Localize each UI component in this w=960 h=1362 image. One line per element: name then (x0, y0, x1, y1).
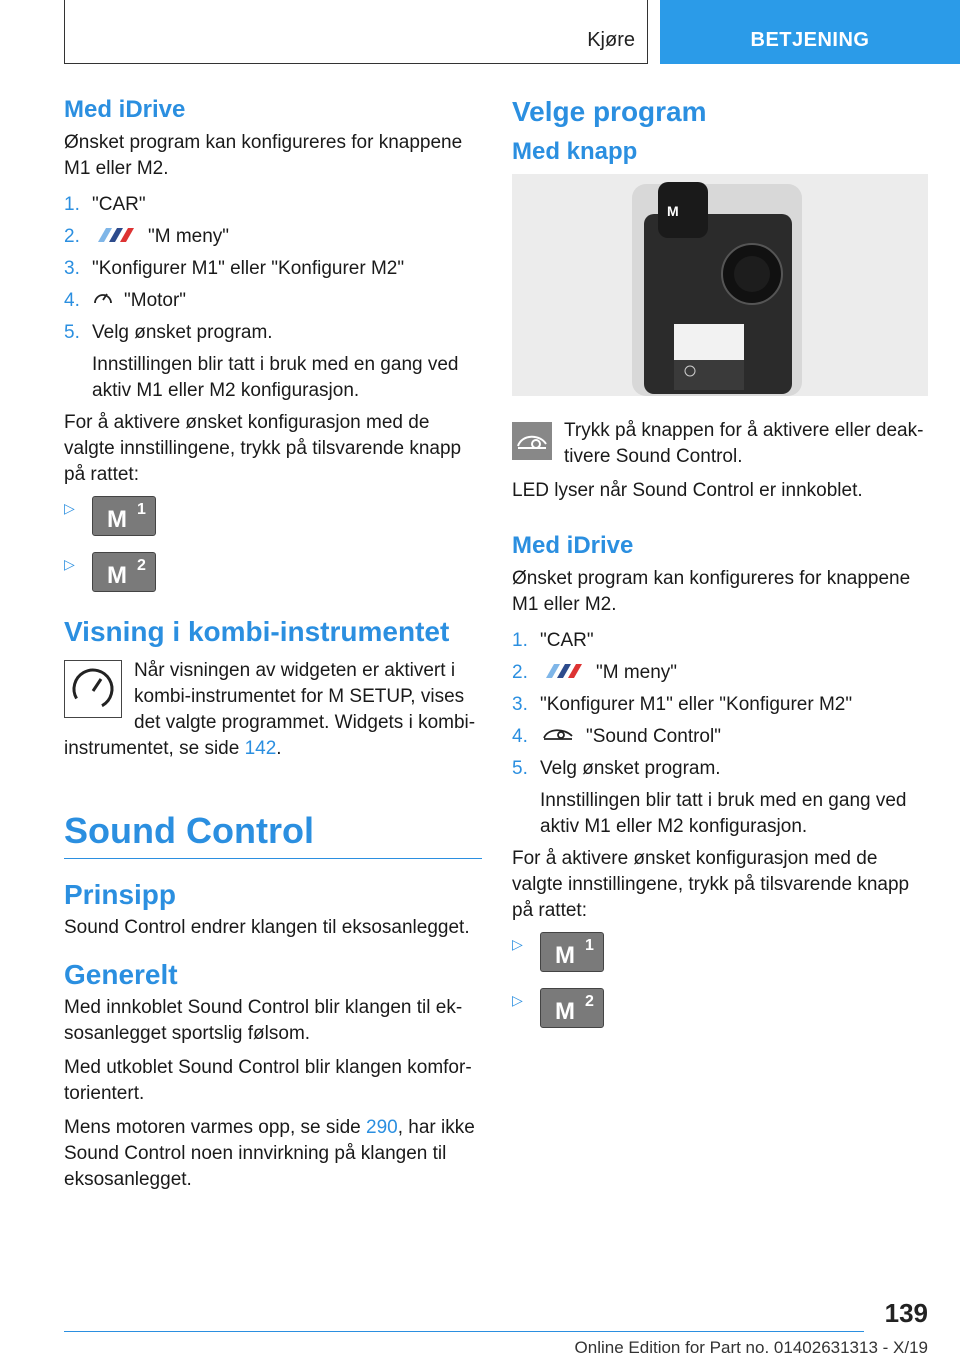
svg-text:2: 2 (585, 993, 594, 1011)
list-item: 3. "Konfigurer M1" eller "Konfigurer M2" (64, 258, 405, 280)
page-link-290[interactable]: 290 (366, 1117, 398, 1139)
svg-text:M: M (555, 942, 575, 970)
header-chapter-tab (660, 0, 960, 64)
kombi-text: Når visningen av widgeten er aktivert i kombi-instrumentet for M SETUP, vises det valgte programmet. Widgets i kombi-instrumentet, se side 142. (64, 660, 476, 760)
list-item: 5. Velg ønsket program. Innstillingen blir tatt i bruk med en gang ved aktiv M1 eller M2 konfigurasjon. (64, 322, 459, 402)
right-idrive-steps (512, 628, 928, 840)
page-number: 139 (884, 1298, 928, 1328)
prinsipp-text: Sound Control endrer klangen til eksosanlegget. (64, 917, 470, 939)
m2-button-icon (92, 552, 156, 592)
console-photo (512, 174, 928, 396)
m-stripes-icon (92, 224, 138, 250)
m1-bullet: ▷ M 1 (64, 496, 482, 552)
right-idrive-intro: Ønsket program kan konfigureres for knappene M1 eller M2. (512, 568, 911, 615)
svg-text:M: M (667, 203, 679, 219)
svg-text:1: 1 (585, 937, 594, 955)
svg-text:M: M (107, 506, 127, 534)
kombi-heading: Visning i kombi-instrumentet (64, 616, 450, 648)
list-item: 3. "Konfigurer M1" eller "Konfigurer M2" (512, 694, 853, 716)
header-section-tab (64, 0, 648, 64)
speedometer-icon (64, 660, 122, 718)
footer-divider (64, 1331, 864, 1332)
left-column (64, 96, 482, 1201)
page-link-142[interactable]: 142 (244, 738, 277, 760)
svg-text:2: 2 (137, 557, 146, 575)
svg-text:M: M (107, 562, 127, 590)
right-idrive-heading: Med iDrive (512, 532, 634, 559)
m1-button-icon (92, 496, 156, 536)
list-item: 2. "M meny" (64, 224, 482, 250)
idrive-heading: Med iDrive (64, 96, 186, 123)
prinsipp-heading: Prinsipp (64, 879, 177, 911)
header-section-label: Kjøre (587, 29, 635, 51)
velge-program-heading: Velge program (512, 96, 707, 127)
m1-bullet: ▷ M 1 (512, 932, 928, 988)
knapp-text: Trykk på knappen for å aktivere eller deaktivere Sound Control. (564, 420, 924, 467)
m2-button-icon (540, 988, 604, 1028)
led-text: LED lyser når Sound Control er innkoblet. (512, 480, 863, 501)
svg-text:1: 1 (137, 501, 146, 519)
list-item: 1. "CAR" (64, 194, 146, 215)
sound-control-icon (540, 724, 576, 750)
m2-bullet: ▷ M 2 (512, 988, 928, 1044)
generelt-p3: Mens motoren varmes opp, se side 290, har ikke Sound Control noen innvirkning på klangen til eksosanlegget. (64, 1117, 475, 1191)
m2-bullet: ▷ M 2 (64, 552, 482, 608)
footer-edition: Online Edition for Part no. 01402631313 - X/19 (574, 1338, 928, 1357)
sound-control-heading: Sound Control (64, 810, 482, 859)
list-item: 4. "Motor" (64, 288, 482, 314)
list-item: 5. Velg ønsket program. Innstillingen blir tatt i bruk med en gang ved aktiv M1 eller M2 konfigurasjon. (512, 758, 907, 838)
generelt-p1: Med innkoblet Sound Control blir klangen til eksosanlegget sportslig følsom. (64, 997, 463, 1045)
gauge-icon (92, 288, 114, 314)
med-knapp-heading: Med knapp (512, 138, 638, 165)
idrive-intro: Ønsket program kan konfigureres for knappene M1 eller M2. (64, 132, 463, 179)
generelt-p2: Med utkoblet Sound Control blir klangen komfortorientert. (64, 1057, 472, 1105)
list-item: 2. "M meny" (512, 660, 928, 686)
m-stripes-icon (540, 660, 586, 686)
right-column (512, 96, 928, 1044)
activate-text: For å aktivere ønsket konfigurasjon med de valgte innstillingene, trykk på tilsvarende knapp på rattet: (64, 412, 462, 486)
header-chapter-label: BETJENING (750, 29, 870, 51)
sound-control-button-icon (512, 422, 552, 460)
svg-text:M: M (555, 998, 575, 1026)
right-activate-text: For å aktivere ønsket konfigurasjon med de valgte innstillingene, trykk på tilsvarende knapp på rattet: (512, 848, 910, 922)
list-item: 1. "CAR" (512, 630, 594, 651)
m1-button-icon (540, 932, 604, 972)
idrive-steps (64, 192, 482, 404)
list-item: 4. "Sound Control" (512, 724, 928, 750)
generelt-heading: Generelt (64, 959, 178, 991)
